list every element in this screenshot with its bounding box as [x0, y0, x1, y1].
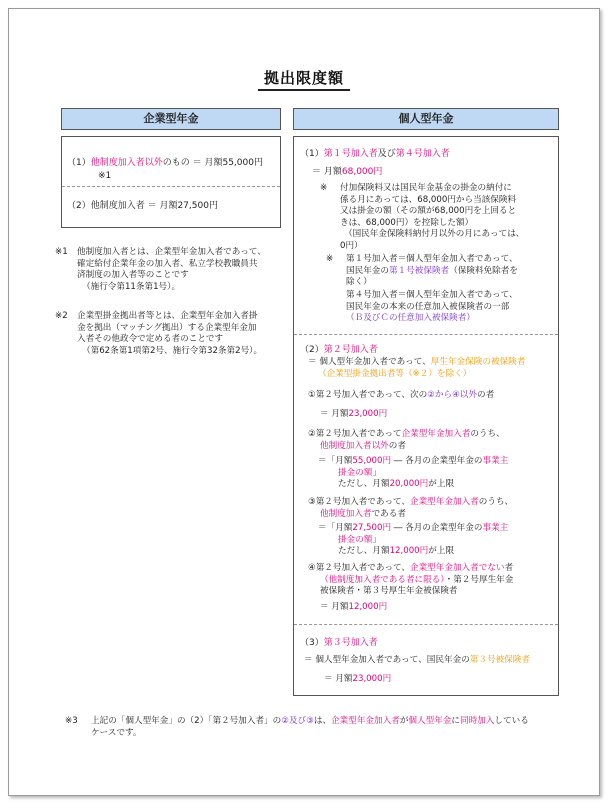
section-1-note2: 第１号加入者＝個人型年金加入者であって、 国民年金の第１号被保険者（保険料免除者を 除く）	[346, 254, 518, 287]
header-individual-pension: 個人型年金	[293, 108, 559, 130]
section-1-note3: 第４号加入者＝個人型年金加入者であって、 国民年金の本来の任意加入被保険者の一部 （Ｂ及びＣの任意加入被保険者）	[346, 290, 518, 323]
section-1-amount: ＝ 月額68,000円	[312, 167, 383, 177]
note-2-text: 企業型掛金拠出者等とは、企業型年金加入者掛 金を拠出（マッチング拠出）する企業型年金加 入者その他政令で定める者のことです （第62条第1項第2号、施行令第32条第2号）。	[77, 311, 263, 356]
section-3-definition: ＝ 個人型年金加入者であって、国民年金の第３号被保険者	[304, 655, 530, 665]
header-corporate-pension: 企業型年金	[61, 108, 281, 130]
case-1: ①第２号加入者であって、次の②から④以外の者	[308, 390, 495, 400]
corporate-limit-1-note: ※1	[98, 171, 112, 181]
section-1-note: 付加保険料又は国民年金基金の掛金の納付に 係る月にあっては、68,000円から当該保険料 又は掛金の額（その額が68,000円を上回ると きは、68,000円）を控除した額） （国民年金保険料納付月以外の月にあっては、 0円）	[340, 183, 525, 251]
page-frame	[8, 8, 600, 796]
case-2: ②第２号加入者であって企業型年金加入者のうち、 他制度加入者以外の者	[308, 429, 505, 451]
section-3-amount: ＝ 月額23,000円	[324, 674, 392, 684]
case-3: ③第２号加入者であって、企業型年金加入者のうち、 他制度加入者である者	[308, 497, 514, 519]
divider	[62, 186, 280, 187]
corporate-limit-1: （1）他制度加入者以外のもの ＝ 月額55,000円	[67, 158, 263, 168]
divider	[294, 624, 558, 625]
page-title: 拠出限度額	[9, 67, 599, 88]
corporate-limits-box	[61, 136, 281, 228]
note-2-mark: ※2	[55, 311, 68, 321]
section-1-note-mark: ※	[320, 183, 328, 193]
divider	[294, 334, 558, 335]
case-1-amount: ＝ 月額23,000円	[320, 409, 388, 419]
case-4: ④第２号加入者であって、企業型年金加入者でない者 （他制度加入者である者に限る）・第２号厚生年金 被保険者・第３号厚生年金被保険者	[308, 563, 514, 596]
section-1-heading: （1）第１号加入者及び第４号加入者	[300, 149, 450, 159]
case-3-amount: ＝「月額27,500円 ― 各月の企業型年金の事業主 掛金の額」 ただし、月額12,000円が上限	[318, 523, 509, 556]
footer-note-mark: ※3	[65, 716, 78, 726]
section-1-note2-mark: ※	[326, 254, 334, 264]
individual-limits-box	[293, 136, 559, 696]
footer-note: 上記の「個人型年金」の（2）「第２号加入者」の②及び③は、企業型年金加入者が個人型年金に同時加入している ケースです。	[91, 716, 529, 738]
note-1-mark: ※1	[55, 247, 68, 257]
case-2-amount: ＝「月額55,000円 ― 各月の企業型年金の事業主 掛金の額」 ただし、月額20,000円が上限	[318, 456, 509, 489]
note-1-text: 他制度加入者とは、企業型年金加入者であって、 確定給付企業年金の加入者、私立学校教職員共 済制度の加入者等のことです （施行令第11条第1号）。	[77, 247, 266, 292]
case-4-amount: ＝ 月額12,000円	[320, 602, 388, 612]
corporate-limit-2: （2）他制度加入者 ＝ 月額27,500円	[67, 201, 218, 211]
section-2-definition: ＝ 個人型年金加入者であって、厚生年金保険の被保険者 （企業型掛金拠出者等（※２）を除く）	[308, 357, 526, 379]
section-3-heading: （3）第３号加入者	[300, 638, 378, 648]
section-2-heading: （2）第２号加入者	[300, 345, 378, 355]
